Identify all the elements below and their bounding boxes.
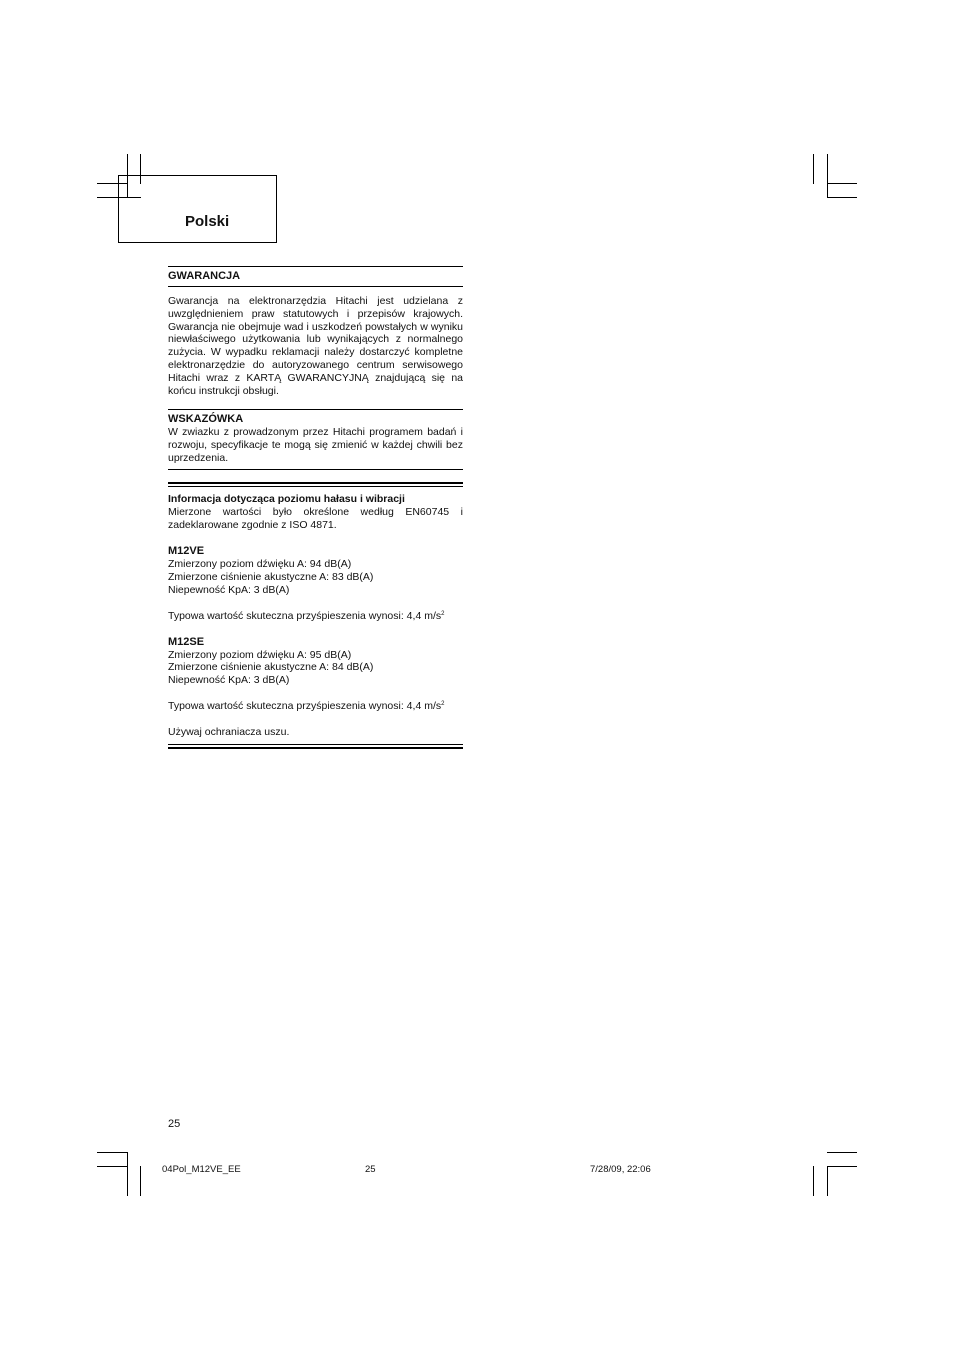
divider-thick — [168, 482, 463, 484]
note-body: W zwiazku z prowadzonym przez Hitachi programem badań i rozwoju, specyfikacje te mogą się zmienić w każdej chwili bez uprzedzenia. — [168, 426, 463, 464]
crop-mark — [813, 154, 814, 184]
page-number: 25 — [168, 1118, 181, 1130]
vibration-value: Typowa wartość skuteczna przyśpieszenia wynosi: 4,4 $m/s^2$ — [168, 609, 445, 622]
language-tab — [118, 175, 277, 243]
uncertainty: Niepewność KpA: 3 dB(A) — [168, 583, 290, 596]
crop-mark — [827, 197, 857, 198]
divider — [168, 286, 463, 287]
footer-filename: 04Pol_M12VE_EE — [162, 1164, 241, 1175]
crop-mark — [827, 1166, 857, 1167]
crop-mark — [813, 1166, 814, 1196]
crop-mark — [140, 1166, 141, 1196]
sound-pressure-level: Zmierzone ciśnienie akustyczne A: 83 dB(A) — [168, 571, 374, 584]
crop-mark — [827, 1166, 828, 1196]
footer-page: 25 — [365, 1164, 376, 1175]
crop-mark — [827, 183, 857, 184]
crop-mark — [97, 1152, 127, 1153]
vibration-value: Typowa wartość skuteczna przyśpieszenia wynosi: 4,4 $m/s^2$ — [168, 699, 445, 712]
uncertainty: Niepewność KpA: 3 dB(A) — [168, 674, 290, 687]
crop-mark — [827, 154, 828, 198]
sound-power-level: Zmierzony poziom dźwięku A: 94 dB(A) — [168, 558, 352, 571]
noise-intro: Mierzone wartości było określone według EN60745 i zadeklarowane zgodnie z ISO 4871. — [168, 505, 463, 531]
crop-mark — [127, 1152, 128, 1196]
content-column — [168, 266, 463, 749]
model-name: M12VE — [168, 545, 205, 558]
crop-mark — [827, 1152, 857, 1153]
divider — [168, 469, 463, 470]
note-title: WSKAZÓWKA — [168, 413, 244, 426]
warranty-body: Gwarancja na elektronarzędzia Hitachi jest udzielana z uwzględnieniem praw statutowych i przepisów krajowych. Gwarancja nie obejmuje wad i uszkodzeń powstałych w wyniku niewłaściwego użytkowania lub wynikających z normalnego zużycia. W wypadku reklamacji należy dostarczyć kompletne elektronarzędzie do autoryzowanego centrum serwisowego Hitachi wraz z KARTĄ GWARANCYJNĄ znajdującą się na końcu instrukcji obsługi. — [168, 295, 463, 397]
hearing-protection-advice: Używaj ochraniacza uszu. — [168, 725, 290, 738]
warranty-title: GWARANCJA — [168, 270, 241, 282]
footer-datetime: 7/28/09, 22:06 — [590, 1164, 651, 1175]
noise-title: Informacja dotycząca poziomu hałasu i wibracji — [168, 492, 405, 505]
model-name: M12SE — [168, 635, 205, 648]
divider — [168, 486, 463, 487]
divider — [168, 744, 463, 745]
sound-pressure-level: Zmierzone ciśnienie akustyczne A: 84 dB(A) — [168, 661, 374, 674]
sound-power-level: Zmierzony poziom dźwięku A: 95 dB(A) — [168, 648, 352, 661]
divider-thick — [168, 747, 463, 749]
crop-mark — [97, 1166, 127, 1167]
language-label: Polski — [185, 213, 230, 230]
